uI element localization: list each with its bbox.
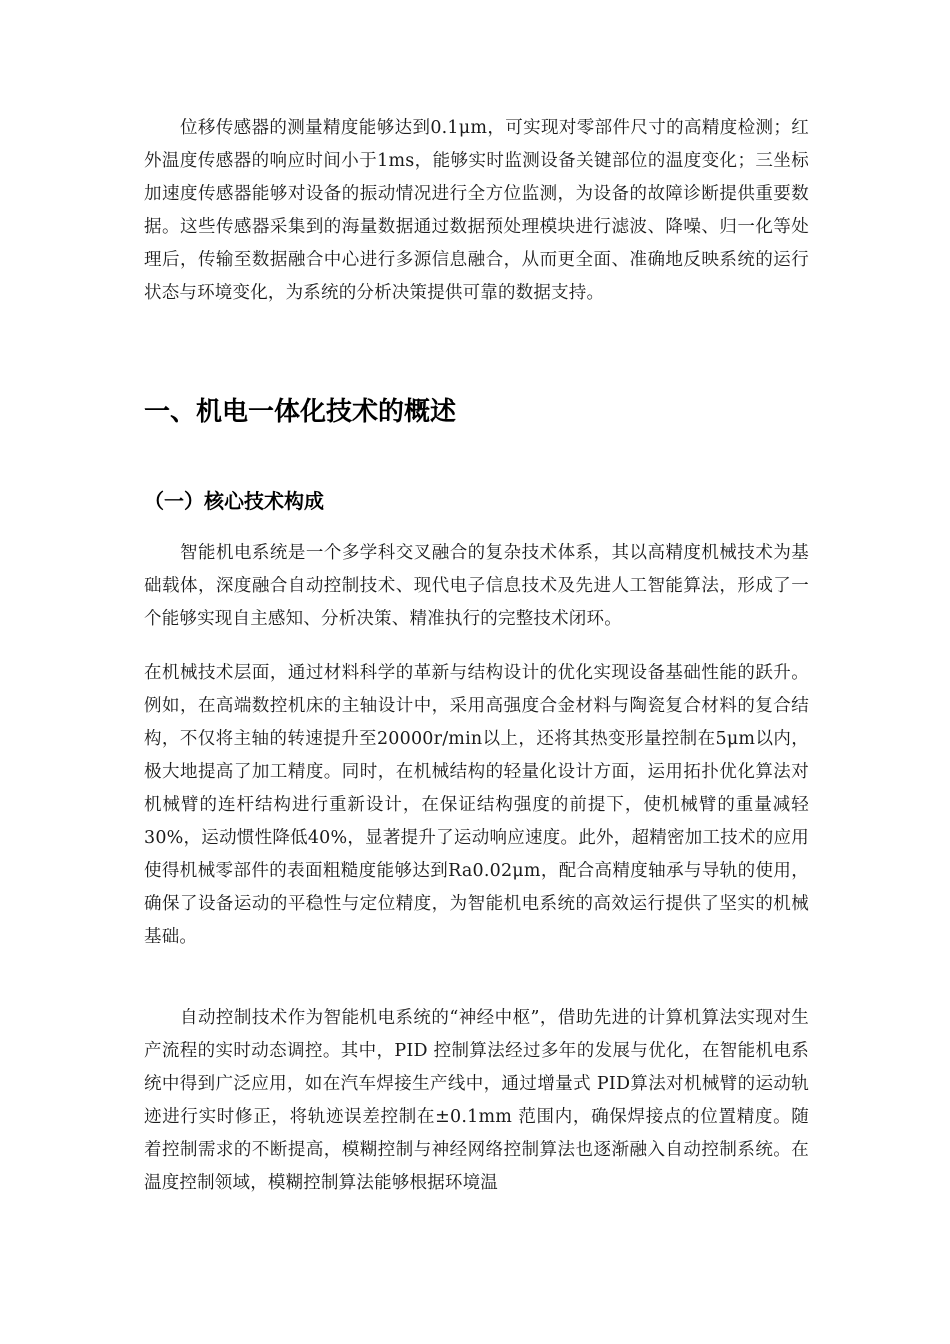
subsection-heading: （一）核心技术构成 (144, 489, 324, 513)
section-heading: 一、机电一体化技术的概述 (144, 397, 457, 427)
body-block-2 (144, 657, 809, 954)
body-paragraph-2: 在机械技术层面，通过材料科学的革新与结构设计的优化实现设备基础性能的跃升。例如，在高端数控机床的主轴设计中，采用高强度合金材料与陶瓷复合材料的复合结构，不仅将主轴的转速提升至20000r/min以上，还将其热变形量控制在5μm以内，极大地提高了加工精度。同时，在机械结构的轻量化设计方面，运用拓扑优化算法对机械臂的连杆结构进行重新设计，在保证结构强度的前提下，使机械臂的重量减轻30%，运动惯性降低40%，显著提升了运动响应速度。此外，超精密加工技术的应用使得机械零部件的表面粗糙度能够达到Ra0.02μm，配合高精度轴承与导轨的使用，确保了设备运动的平稳性与定位精度，为智能机电系统的高效运行提供了坚实的机械基础。 (144, 663, 809, 947)
body-block-1 (144, 537, 809, 636)
body-paragraph-1: 智能机电系统是一个多学科交叉融合的复杂技术体系，其以高精度机械技术为基础载体，深度融合自动控制技术、现代电子信息技术及先进人工智能算法，形成了一个能够实现自主感知、分析决策、精准执行的完整技术闭环。 (144, 543, 809, 629)
body-paragraph-3: 自动控制技术作为智能机电系统的“神经中枢”，借助先进的计算机算法实现对生产流程的实时动态调控。其中，PID 控制算法经过多年的发展与优化，在智能机电系统中得到广泛应用，如在汽车焊接生产线中，通过增量式 PID算法对机械臂的运动轨迹进行实时修正，将轨迹误差控制在±0.1mm 范围内，确保焊接点的位置精度。随着控制需求的不断提高，模糊控制与神经网络控制算法也逐渐融入自动控制系统。在温度控制领域，模糊控制算法能够根据环境温 (144, 1008, 809, 1193)
intro-paragraph: 位移传感器的测量精度能够达到0.1μm，可实现对零部件尺寸的高精度检测；红外温度传感器的响应时间小于1ms，能够实时监测设备关键部位的温度变化；三坐标加速度传感器能够对设备的振动情况进行全方位监测，为设备的故障诊断提供重要数据。这些传感器采集到的海量数据通过数据预处理模块进行滤波、降噪、归一化等处理后，传输至数据融合中心进行多源信息融合，从而更全面、准确地反映系统的运行状态与环境变化，为系统的分析决策提供可靠的数据支持。 (144, 118, 809, 303)
intro-block (144, 112, 809, 310)
body-block-3 (144, 1002, 809, 1200)
